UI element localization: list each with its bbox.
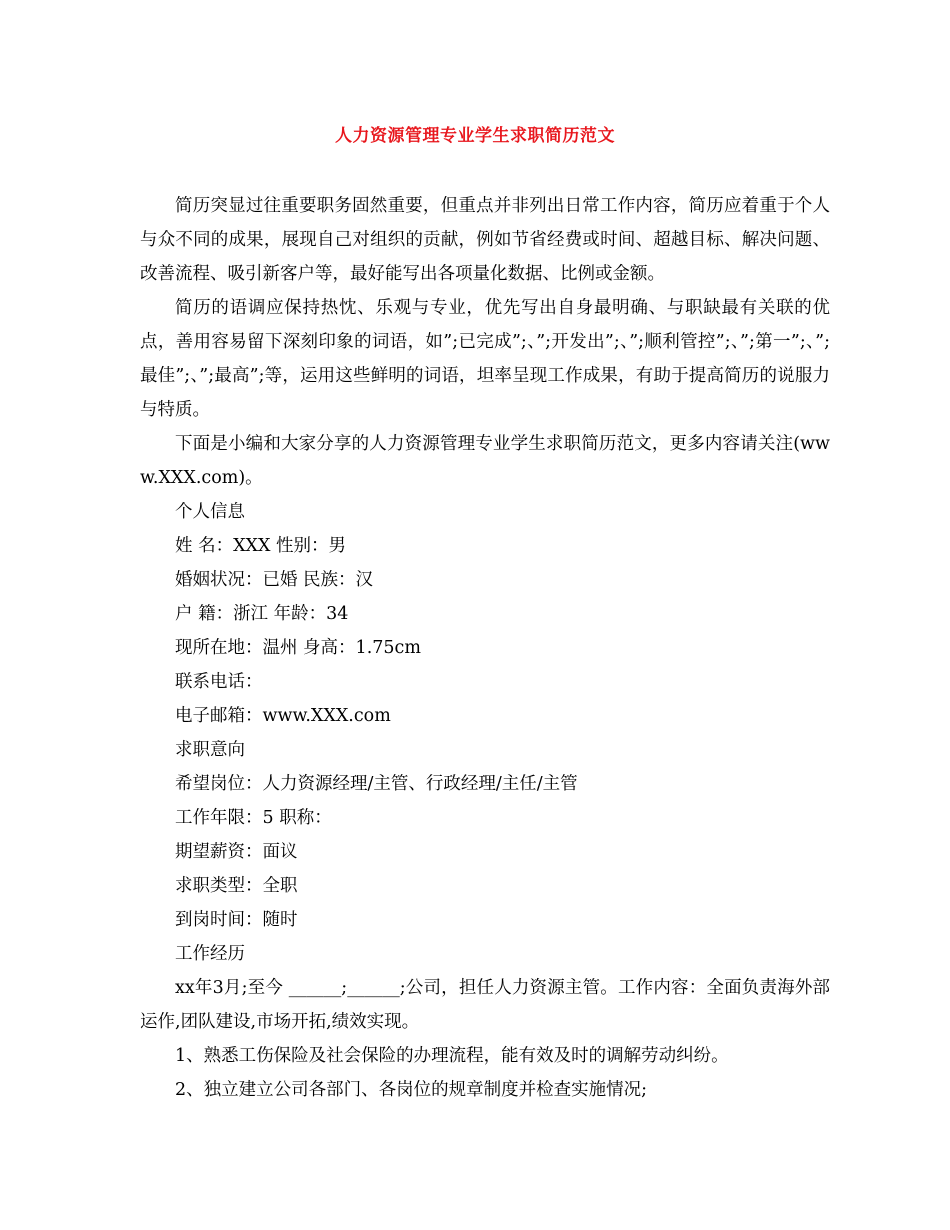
work-duty-item-1: 1、熟悉工伤保险及社会保险的办理流程，能有效及时的调解劳动纠纷。 xyxy=(175,1046,729,1066)
info-email: 电子邮箱：www.XXX.com xyxy=(175,706,391,726)
intention-type: 求职类型：全职 xyxy=(175,876,298,896)
info-location-height: 现所在地：温州 身高：1.75cm xyxy=(175,638,421,658)
paragraph-resume-focus: 简历突显过往重要职务固然重要，但重点并非列出日常工作内容，简历应着重于个人与众不同的成果，展现自己对组织的贡献，例如节省经费或时间、超越目标、解决问题、改善流程、吸引新客户等，最好能写出各项量化数据、比例或金额。 xyxy=(140,196,830,284)
intention-salary: 期望薪资：面议 xyxy=(175,842,298,862)
intention-years-title: 工作年限：5 职称： xyxy=(175,808,332,828)
section-heading-work-experience: 工作经历 xyxy=(175,944,245,964)
document-title: 人力资源管理专业学生求职简历范文 xyxy=(335,126,615,146)
info-name-gender: 姓 名：XXX 性别：男 xyxy=(175,536,347,556)
intention-arrival: 到岗时间：随时 xyxy=(175,910,298,930)
section-heading-personal-info: 个人信息 xyxy=(175,502,245,522)
intention-position: 希望岗位：人力资源经理/主管、行政经理/主任/主管 xyxy=(175,774,578,794)
work-entry: xx年3月;至今 ______;______;公司，担任人力资源主管。工作内容：全面负责海外部运作,团队建设,市场开拓,绩效实现。 xyxy=(140,978,830,1032)
document-body xyxy=(140,189,830,1107)
info-phone: 联系电话： xyxy=(175,672,263,692)
info-marital-ethnicity: 婚姻状况：已婚 民族：汉 xyxy=(175,570,374,590)
section-heading-job-intention: 求职意向 xyxy=(175,740,245,760)
paragraph-resume-tone: 简历的语调应保持热忱、乐观与专业，优先写出自身最明确、与职缺最有关联的优点，善用容易留下深刻印象的词语，如”;已完成”;、”;开发出”;、”;顺利管控”;、”;第一”;、”;最佳”;、”;最高”;等，运用这些鲜明的词语，坦率呈现工作成果，有助于提高简历的说服力与特质。 xyxy=(140,298,830,420)
work-duty-item-2: 2、独立建立公司各部门、各岗位的规章制度并检查实施情况; xyxy=(175,1080,648,1100)
info-hometown-age: 户 籍：浙江 年龄：34 xyxy=(175,604,349,624)
paragraph-intro: 下面是小编和大家分享的人力资源管理专业学生求职简历范文，更多内容请关注(www.XXX.com)。 xyxy=(140,434,830,488)
